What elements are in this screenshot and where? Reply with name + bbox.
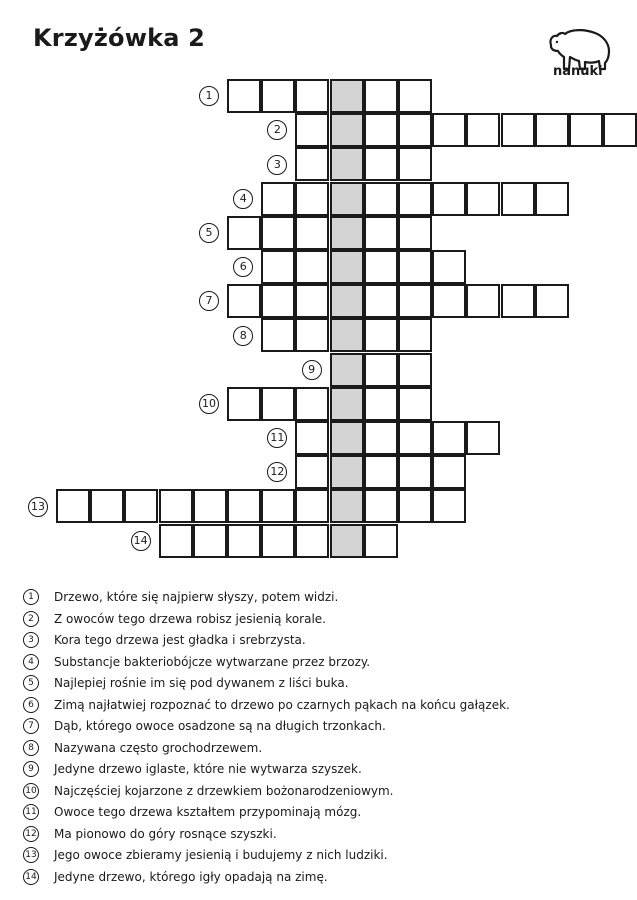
answer-cell[interactable]: [603, 113, 637, 147]
answer-cell[interactable]: [398, 387, 432, 421]
answer-cell[interactable]: [295, 421, 329, 455]
answer-cell[interactable]: [432, 284, 466, 318]
answer-cell[interactable]: [261, 318, 295, 352]
clue-item-text: Jego owoce zbieramy jesienią i budujemy z nich ludziki.: [54, 848, 388, 862]
answer-cell[interactable]: [364, 79, 398, 113]
key-cell[interactable]: [330, 216, 364, 250]
answer-cell[interactable]: [398, 421, 432, 455]
clue-item-text: Drzewo, które się najpierw słyszy, potem widzi.: [54, 590, 339, 604]
clue-number-10: 10: [199, 394, 219, 414]
clue-number-6: 6: [233, 257, 253, 277]
clue-item-text: Nazywana często grochodrzewem.: [54, 740, 263, 755]
answer-cell[interactable]: [364, 387, 398, 421]
clue-item-text: Dąb, którego owoce osadzone są na długich trzonkach.: [54, 719, 386, 733]
clue-list: [20, 588, 620, 889]
clue-item-number: 11: [23, 804, 39, 820]
clue-number-3: 3: [267, 155, 287, 175]
clue-item-text: Z owoców tego drzewa robisz jesienią korale.: [54, 611, 326, 626]
answer-cell[interactable]: [398, 250, 432, 284]
clue-number-8: 8: [233, 326, 253, 346]
answer-cell[interactable]: [261, 489, 295, 523]
answer-cell[interactable]: [159, 524, 193, 558]
answer-cell[interactable]: [295, 318, 329, 352]
clue-item-text: Jedyne drzewo, którego igły opadają na zimę.: [54, 869, 328, 884]
key-cell[interactable]: [330, 284, 364, 318]
answer-cell[interactable]: [227, 216, 261, 250]
clue-item-text: Najczęściej kojarzone z drzewkiem bożonarodzeniowym.: [54, 783, 394, 798]
clue-number-12: 12: [267, 462, 287, 482]
answer-cell[interactable]: [364, 489, 398, 523]
clue-number-4: 4: [233, 189, 253, 209]
answer-cell[interactable]: [295, 455, 329, 489]
answer-cell[interactable]: [261, 216, 295, 250]
clue-item-number: 8: [23, 740, 39, 756]
answer-cell[interactable]: [432, 489, 466, 523]
answer-cell[interactable]: [364, 421, 398, 455]
answer-cell[interactable]: [398, 113, 432, 147]
clue-item-number: 10: [23, 783, 39, 799]
clue-item-number: 6: [23, 697, 39, 713]
answer-cell[interactable]: [193, 524, 227, 558]
clue-item: [20, 782, 620, 804]
clue-item: [20, 868, 620, 890]
key-cell[interactable]: [330, 524, 364, 558]
clue-number-13: 13: [28, 497, 48, 517]
answer-cell[interactable]: [364, 147, 398, 181]
clue-item-number: 7: [23, 718, 39, 734]
answer-cell[interactable]: [535, 284, 569, 318]
answer-cell[interactable]: [261, 387, 295, 421]
key-cell[interactable]: [330, 79, 364, 113]
answer-cell[interactable]: [295, 489, 329, 523]
answer-cell[interactable]: [295, 284, 329, 318]
answer-cell[interactable]: [295, 524, 329, 558]
answer-cell[interactable]: [432, 113, 466, 147]
answer-cell[interactable]: [364, 250, 398, 284]
answer-cell[interactable]: [261, 250, 295, 284]
clue-number-9: 9: [302, 360, 322, 380]
answer-cell[interactable]: [501, 284, 535, 318]
answer-cell[interactable]: [295, 147, 329, 181]
answer-cell[interactable]: [227, 387, 261, 421]
page-title: Krzyżówka 2: [33, 24, 206, 52]
clue-item-text: Jedyne drzewo iglaste, które nie wytwarza szyszek.: [54, 762, 362, 776]
key-cell[interactable]: [330, 421, 364, 455]
answer-cell[interactable]: [124, 489, 158, 523]
clue-item-text: Najlepiej rośnie im się pod dywanem z liści buka.: [54, 676, 349, 690]
answer-cell[interactable]: [227, 284, 261, 318]
answer-cell[interactable]: [193, 489, 227, 523]
key-cell[interactable]: [330, 353, 364, 387]
answer-cell[interactable]: [261, 524, 295, 558]
answer-cell[interactable]: [569, 113, 603, 147]
clue-item-text: Substancje bakteriobójcze wytwarzane przez brzozy.: [54, 654, 371, 669]
answer-cell[interactable]: [398, 489, 432, 523]
clue-item: [20, 825, 620, 847]
clue-item-number: 3: [23, 632, 39, 648]
answer-cell[interactable]: [466, 421, 500, 455]
key-cell[interactable]: [330, 387, 364, 421]
answer-cell[interactable]: [432, 421, 466, 455]
key-cell[interactable]: [330, 489, 364, 523]
clue-item: [20, 760, 620, 782]
answer-cell[interactable]: [364, 524, 398, 558]
answer-cell[interactable]: [501, 182, 535, 216]
clue-item: [20, 803, 620, 825]
answer-cell[interactable]: [364, 284, 398, 318]
answer-cell[interactable]: [398, 147, 432, 181]
answer-cell[interactable]: [159, 489, 193, 523]
answer-cell[interactable]: [466, 113, 500, 147]
clue-item-number: 9: [23, 761, 39, 777]
answer-cell[interactable]: [261, 182, 295, 216]
brand-name: nanuki: [553, 64, 603, 79]
answer-cell[interactable]: [364, 353, 398, 387]
clue-item-number: 12: [23, 826, 39, 842]
answer-cell[interactable]: [535, 182, 569, 216]
answer-cell[interactable]: [501, 113, 535, 147]
clue-item: [20, 610, 620, 632]
answer-cell[interactable]: [398, 318, 432, 352]
clue-item-text: Zimą najłatwiej rozpoznać to drzewo po czarnych pąkach na końcu gałązek.: [54, 697, 510, 712]
clue-item-number: 4: [23, 654, 39, 670]
clue-item-text: Owoce tego drzewa kształtem przypominają mózg.: [54, 805, 362, 819]
key-cell[interactable]: [330, 113, 364, 147]
clue-item-number: 1: [23, 589, 39, 605]
answer-cell[interactable]: [227, 79, 261, 113]
key-cell[interactable]: [330, 147, 364, 181]
answer-cell[interactable]: [398, 353, 432, 387]
key-cell[interactable]: [330, 182, 364, 216]
key-cell[interactable]: [330, 250, 364, 284]
key-cell[interactable]: [330, 455, 364, 489]
clue-item: [20, 696, 620, 718]
answer-cell[interactable]: [398, 182, 432, 216]
answer-cell[interactable]: [295, 79, 329, 113]
clue-number-5: 5: [199, 223, 219, 243]
answer-cell[interactable]: [432, 455, 466, 489]
answer-cell[interactable]: [227, 489, 261, 523]
clue-item-number: 5: [23, 675, 39, 691]
clue-item: [20, 588, 620, 610]
answer-cell[interactable]: [432, 250, 466, 284]
clue-item-number: 14: [23, 869, 39, 885]
clue-item-number: 2: [23, 611, 39, 627]
answer-cell[interactable]: [295, 182, 329, 216]
clue-number-14: 14: [131, 531, 151, 551]
answer-cell[interactable]: [398, 284, 432, 318]
answer-cell[interactable]: [398, 455, 432, 489]
clue-item-number: 13: [23, 847, 39, 863]
clue-item-text: Kora tego drzewa jest gładka i srebrzysta.: [54, 633, 306, 647]
clue-number-7: 7: [199, 291, 219, 311]
clue-item-text: Ma pionowo do góry rosnące szyszki.: [54, 826, 277, 841]
answer-cell[interactable]: [364, 455, 398, 489]
answer-cell[interactable]: [227, 524, 261, 558]
answer-cell[interactable]: [364, 216, 398, 250]
answer-cell[interactable]: [295, 250, 329, 284]
answer-cell[interactable]: [261, 284, 295, 318]
clue-item: [20, 674, 620, 696]
clue-number-1: 1: [199, 86, 219, 106]
clue-item: [20, 653, 620, 675]
answer-cell[interactable]: [398, 216, 432, 250]
answer-cell[interactable]: [261, 79, 295, 113]
clue-number-11: 11: [267, 428, 287, 448]
answer-cell[interactable]: [466, 182, 500, 216]
answer-cell[interactable]: [364, 182, 398, 216]
answer-cell[interactable]: [295, 387, 329, 421]
clue-item: [20, 739, 620, 761]
answer-cell[interactable]: [364, 318, 398, 352]
clue-item: [20, 631, 620, 653]
answer-cell[interactable]: [90, 489, 124, 523]
answer-cell[interactable]: [398, 79, 432, 113]
key-cell[interactable]: [330, 318, 364, 352]
clue-number-2: 2: [267, 120, 287, 140]
answer-cell[interactable]: [364, 113, 398, 147]
answer-cell[interactable]: [466, 284, 500, 318]
answer-cell[interactable]: [56, 489, 90, 523]
clue-item: [20, 846, 620, 868]
answer-cell[interactable]: [295, 216, 329, 250]
clue-item: [20, 717, 620, 739]
answer-cell[interactable]: [535, 113, 569, 147]
answer-cell[interactable]: [295, 113, 329, 147]
answer-cell[interactable]: [432, 182, 466, 216]
